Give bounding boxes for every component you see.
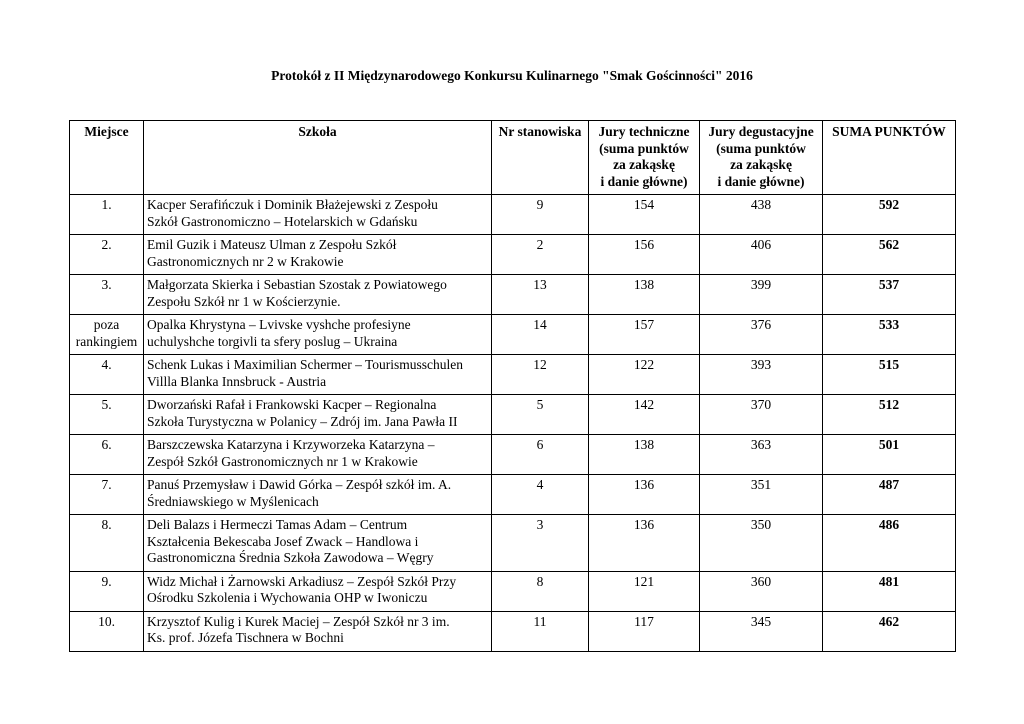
school-line: Gastronomiczna Średnia Szkoła Zawodowa – Węgry <box>147 550 434 565</box>
header-technical-jury-line: za zakąskę <box>613 157 675 172</box>
technical-jury-cell: 138 <box>589 275 700 315</box>
school-line: Szkoła Turystyczna w Polanicy – Zdrój im. Jana Pawła II <box>147 413 458 429</box>
total-points-cell: 515 <box>823 355 956 395</box>
table-header-row <box>70 121 956 195</box>
header-place: Miejsce <box>70 121 144 195</box>
tasting-jury-cell: 345 <box>700 611 823 651</box>
school-line: Kacper Serafińczuk i Dominik Błażejewski z Zespołu <box>147 197 438 212</box>
header-technical-jury-line: i danie główne) <box>600 173 688 189</box>
school-cell <box>144 475 492 515</box>
tasting-jury-cell: 393 <box>700 355 823 395</box>
school-cell <box>144 235 492 275</box>
station-cell: 11 <box>492 611 589 651</box>
school-line: Kształcenia Bekescaba Josef Zwack – Handlowa i <box>147 533 419 549</box>
school-line: Ks. prof. Józefa Tischnera w Bochni <box>147 630 344 645</box>
technical-jury-cell: 154 <box>589 195 700 235</box>
place-cell: 7. <box>70 475 144 515</box>
place-cell: 8. <box>70 515 144 572</box>
header-school: Szkoła <box>144 121 492 195</box>
place-cell: 2. <box>70 235 144 275</box>
header-total-points: SUMA PUNKTÓW <box>823 121 956 195</box>
technical-jury-cell: 142 <box>589 395 700 435</box>
technical-jury-cell: 136 <box>589 475 700 515</box>
total-points-cell: 462 <box>823 611 956 651</box>
school-line: Panuś Przemysław i Dawid Górka – Zespół szkół im. A. <box>147 477 452 492</box>
school-line: Barszczewska Katarzyna i Krzyworzeka Katarzyna – <box>147 437 435 452</box>
school-cell <box>144 315 492 355</box>
school-cell <box>144 275 492 315</box>
table-row <box>70 395 956 435</box>
school-line: Małgorzata Skierka i Sebastian Szostak z Powiatowego <box>147 277 447 292</box>
document-title: Protokół z II Międzynarodowego Konkursu Kulinarnego "Smak Gościnności" 2016 <box>271 68 753 83</box>
place-cell: 5. <box>70 395 144 435</box>
tasting-jury-cell: 363 <box>700 435 823 475</box>
header-technical-jury <box>589 121 700 195</box>
total-points-cell: 562 <box>823 235 956 275</box>
tasting-jury-cell: 351 <box>700 475 823 515</box>
header-tasting-jury-line: Jury degustacyjne <box>708 124 814 139</box>
table-row <box>70 355 956 395</box>
technical-jury-cell: 138 <box>589 435 700 475</box>
table-row <box>70 475 956 515</box>
tasting-jury-cell: 370 <box>700 395 823 435</box>
table-row <box>70 275 956 315</box>
station-cell: 3 <box>492 515 589 572</box>
school-line: Emil Guzik i Mateusz Ulman z Zespołu Szkół <box>147 237 397 252</box>
technical-jury-cell: 136 <box>589 515 700 572</box>
total-points-cell: 501 <box>823 435 956 475</box>
table-row <box>70 315 956 355</box>
station-cell: 14 <box>492 315 589 355</box>
school-line: Zespołu Szkół nr 1 w Kościerzynie. <box>147 293 341 309</box>
school-line: Dworzański Rafał i Frankowski Kacper – Regionalna <box>147 397 437 412</box>
technical-jury-cell: 157 <box>589 315 700 355</box>
place-cell: 10. <box>70 611 144 651</box>
total-points-cell: 512 <box>823 395 956 435</box>
school-line: Opalka Khrystyna – Lvivske vyshche profesiyne <box>147 317 411 332</box>
header-technical-jury-line: (suma punktów <box>599 140 689 156</box>
station-cell: 6 <box>492 435 589 475</box>
header-tasting-jury-line: i danie główne) <box>717 173 805 189</box>
tasting-jury-cell: 350 <box>700 515 823 572</box>
total-points-cell: 487 <box>823 475 956 515</box>
technical-jury-cell: 156 <box>589 235 700 275</box>
school-cell <box>144 395 492 435</box>
station-cell: 13 <box>492 275 589 315</box>
technical-jury-cell: 117 <box>589 611 700 651</box>
total-points-cell: 533 <box>823 315 956 355</box>
station-cell: 4 <box>492 475 589 515</box>
table-row <box>70 611 956 651</box>
school-cell <box>144 435 492 475</box>
table-row <box>70 195 956 235</box>
technical-jury-cell: 121 <box>589 571 700 611</box>
station-cell: 9 <box>492 195 589 235</box>
school-line: uchulyshche torgivli ta sfery poslug – Ukraina <box>147 333 398 349</box>
header-tasting-jury-line: (suma punktów <box>716 140 806 156</box>
school-line: Villla Blanka Innsbruck - Austria <box>147 373 327 389</box>
total-points-cell: 537 <box>823 275 956 315</box>
tasting-jury-cell: 376 <box>700 315 823 355</box>
header-tasting-jury-line: za zakąskę <box>730 157 792 172</box>
table-row <box>70 571 956 611</box>
school-cell <box>144 515 492 572</box>
school-cell <box>144 571 492 611</box>
school-line: Średniawskiego w Myślenicach <box>147 493 319 509</box>
total-points-cell: 592 <box>823 195 956 235</box>
table-row <box>70 515 956 572</box>
station-cell: 2 <box>492 235 589 275</box>
place-cell: 6. <box>70 435 144 475</box>
school-line: Krzysztof Kulig i Kurek Maciej – Zespół Szkół nr 3 im. <box>147 613 450 629</box>
school-cell <box>144 195 492 235</box>
table-row <box>70 435 956 475</box>
place-cell: poza rankingiem <box>70 315 144 355</box>
total-points-cell: 486 <box>823 515 956 572</box>
place-cell: 1. <box>70 195 144 235</box>
school-line: Schenk Lukas i Maximilian Schermer – Tourismusschulen <box>147 357 464 372</box>
school-cell <box>144 611 492 651</box>
tasting-jury-cell: 406 <box>700 235 823 275</box>
station-cell: 8 <box>492 571 589 611</box>
place-cell: 4. <box>70 355 144 395</box>
station-cell: 12 <box>492 355 589 395</box>
header-technical-jury-line: Jury techniczne <box>598 124 690 139</box>
school-line: Widz Michał i Żarnowski Arkadiusz – Zespół Szkół Przy <box>147 573 457 589</box>
school-line: Szkół Gastronomiczno – Hotelarskich w Gdańsku <box>147 213 418 229</box>
school-line: Ośrodku Szkolenia i Wychowania OHP w Iwoniczu <box>147 590 428 605</box>
place-cell: 9. <box>70 571 144 611</box>
tasting-jury-cell: 399 <box>700 275 823 315</box>
school-line: Gastronomicznych nr 2 w Krakowie <box>147 253 344 269</box>
header-tasting-jury <box>700 121 823 195</box>
school-line: Deli Balazs i Hermeczi Tamas Adam – Centrum <box>147 517 408 532</box>
school-line: Zespół Szkół Gastronomicznych nr 1 w Krakowie <box>147 453 418 469</box>
tasting-jury-cell: 438 <box>700 195 823 235</box>
tasting-jury-cell: 360 <box>700 571 823 611</box>
table-body <box>70 195 956 652</box>
table-row <box>70 235 956 275</box>
results-table <box>69 120 956 652</box>
total-points-cell: 481 <box>823 571 956 611</box>
station-cell: 5 <box>492 395 589 435</box>
technical-jury-cell: 122 <box>589 355 700 395</box>
header-station: Nr stanowiska <box>492 121 589 195</box>
school-cell <box>144 355 492 395</box>
place-cell: 3. <box>70 275 144 315</box>
